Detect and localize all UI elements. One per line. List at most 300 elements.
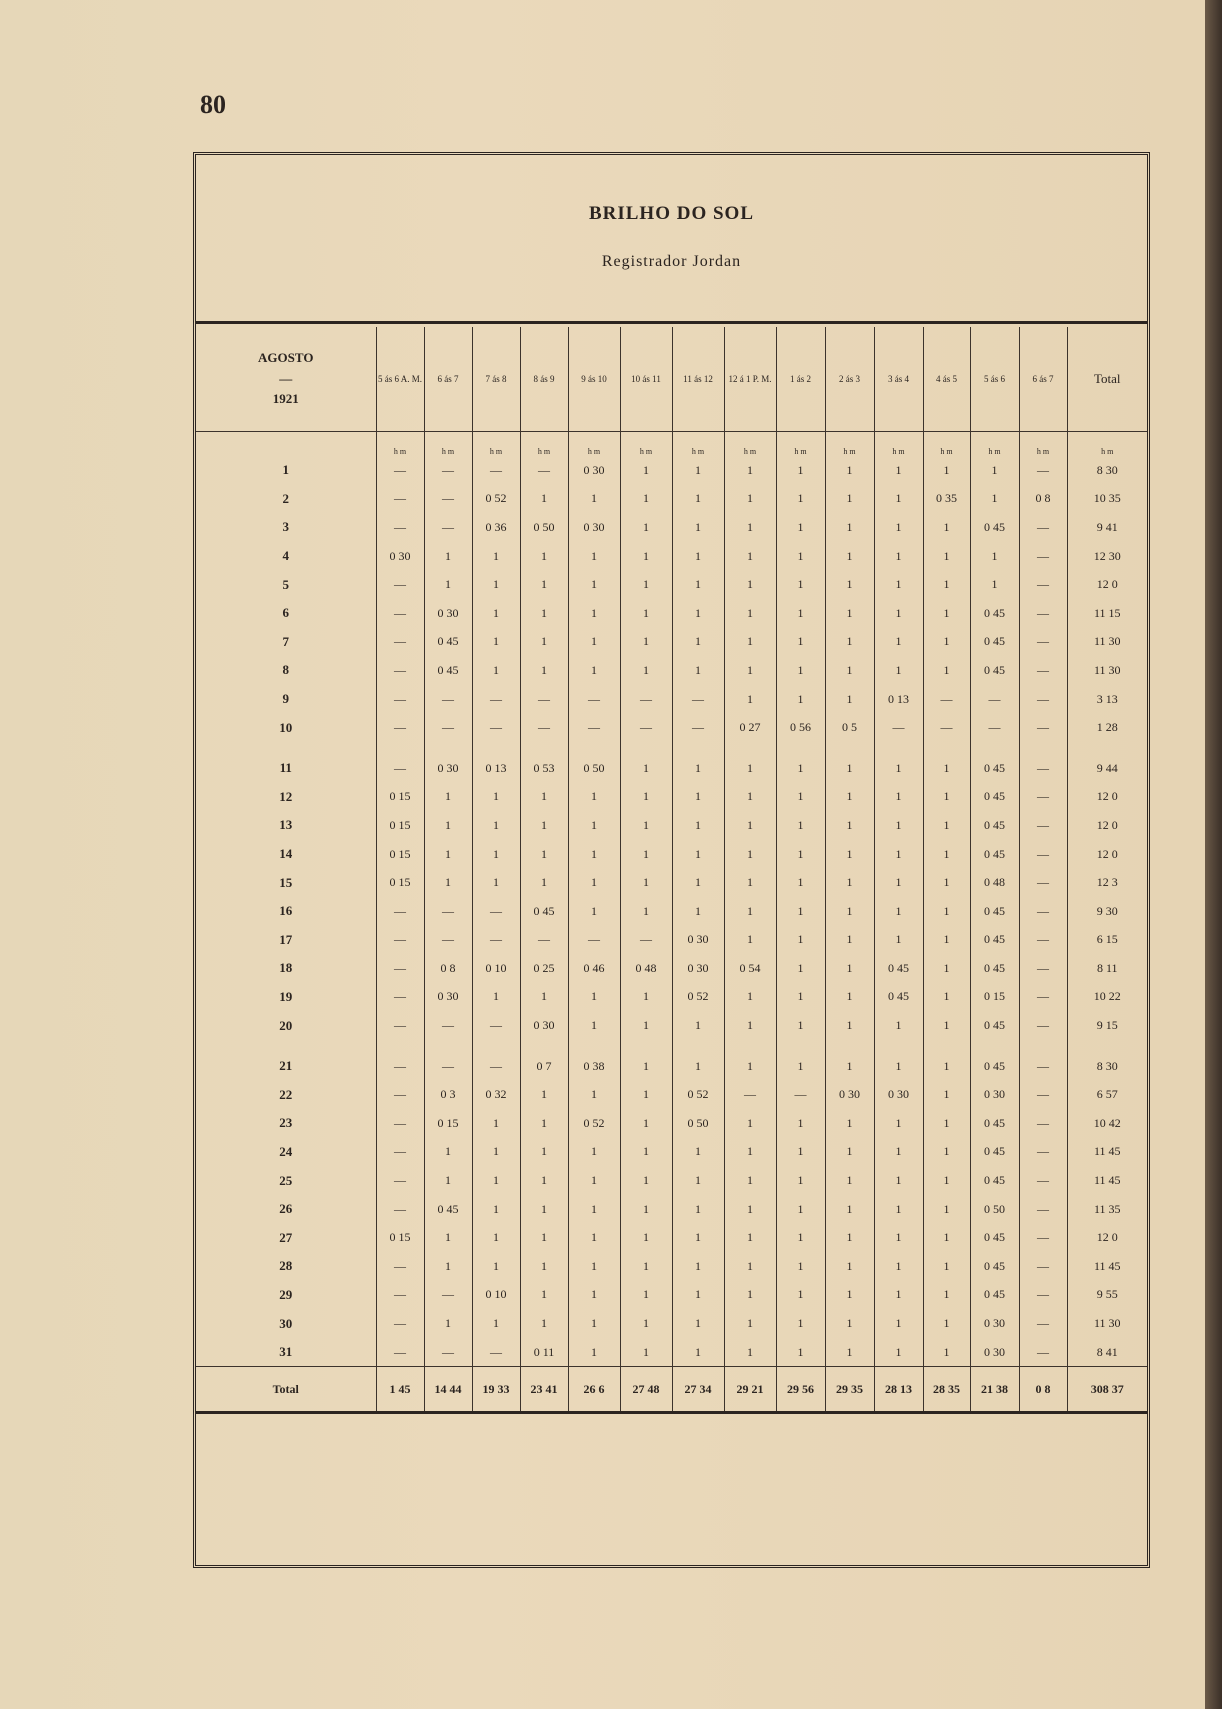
hour-cell: 1	[568, 1080, 620, 1109]
row-total-cell: 9 55	[1067, 1281, 1147, 1310]
row-total-cell: 12 30	[1067, 542, 1147, 571]
day-number: 27	[279, 1229, 293, 1245]
hour-cell: 1	[724, 1166, 776, 1195]
hour-cell: 1	[724, 1052, 776, 1081]
hour-cell: —	[1019, 926, 1067, 955]
gap-cell	[568, 742, 620, 754]
hour-cell: —	[472, 456, 520, 485]
hour-cell: 0 38	[568, 1052, 620, 1081]
gap-cell	[724, 742, 776, 754]
hour-cell: 1	[568, 840, 620, 869]
hour-cell: 0 45	[970, 1138, 1019, 1167]
hour-cell: 1	[874, 1338, 923, 1367]
hour-cell: 1	[620, 983, 672, 1012]
hour-cell: 1	[672, 656, 724, 685]
hour-cell: 1	[620, 1109, 672, 1138]
year-label: 1921	[272, 391, 299, 407]
hour-cell: 1	[724, 897, 776, 926]
hour-cell: 1	[472, 570, 520, 599]
hour-cell: 1	[568, 1281, 620, 1310]
hour-cell: 1	[568, 1138, 620, 1167]
hour-cell: —	[376, 570, 424, 599]
hour-cell: 1	[672, 1281, 724, 1310]
hour-cell: 1	[672, 1223, 724, 1252]
day-number: 11	[279, 760, 292, 776]
hour-cell: 1	[672, 783, 724, 812]
hour-cell: 1	[672, 1338, 724, 1367]
hour-cell: —	[376, 1109, 424, 1138]
hour-cell: 1	[776, 926, 825, 955]
hour-cell: 0 45	[424, 1195, 472, 1224]
col-header: 6 ás 7	[1019, 327, 1067, 432]
table-row	[196, 1138, 1147, 1167]
hour-cell: 0 45	[970, 656, 1019, 685]
hour-cell: 0 52	[672, 983, 724, 1012]
hour-cell: 1	[724, 628, 776, 657]
day-number: 4	[282, 548, 289, 564]
hour-cell: 1	[472, 840, 520, 869]
hour-cell: 1	[568, 811, 620, 840]
hour-cell: 1	[672, 1011, 724, 1040]
row-total-cell: 9 30	[1067, 897, 1147, 926]
hour-cell: —	[1019, 1052, 1067, 1081]
hour-cell: 1	[472, 1138, 520, 1167]
day-number: 16	[279, 903, 293, 919]
hour-cell: 1	[620, 599, 672, 628]
hour-cell: 1	[724, 570, 776, 599]
hour-cell: 1	[776, 840, 825, 869]
hour-cell: 0 25	[520, 954, 568, 983]
hour-cell: 1	[620, 1338, 672, 1367]
hour-cell: —	[376, 897, 424, 926]
table-row	[196, 811, 1147, 840]
table-row	[196, 656, 1147, 685]
hour-cell: 1	[923, 1252, 970, 1281]
hour-cell: 1	[620, 1080, 672, 1109]
hour-cell: 0 30	[970, 1080, 1019, 1109]
hour-cell: 1	[724, 840, 776, 869]
hour-cell: 0 30	[376, 542, 424, 571]
hour-cell: 1	[874, 542, 923, 571]
hour-cell: 1	[424, 868, 472, 897]
hour-cell: —	[1019, 685, 1067, 714]
col-header: 7 ás 8	[472, 327, 520, 432]
gap-cell	[776, 742, 825, 754]
day-number: 13	[279, 817, 293, 833]
hour-cell: 1	[776, 628, 825, 657]
hour-cell: —	[472, 897, 520, 926]
column-total-cell: 29 35	[825, 1367, 874, 1413]
hour-cell: —	[376, 1138, 424, 1167]
month-dash: —	[279, 370, 293, 386]
gap-cell	[776, 1040, 825, 1052]
unit-label: h m	[970, 432, 1019, 457]
hour-cell: 1	[923, 1080, 970, 1109]
row-total-cell: 8 30	[1067, 456, 1147, 485]
hour-cell: —	[424, 485, 472, 514]
hour-cell: 1	[724, 1252, 776, 1281]
hour-cell: —	[424, 1281, 472, 1310]
hour-cell: 1	[472, 656, 520, 685]
hour-cell: —	[970, 713, 1019, 742]
hour-cell: —	[1019, 542, 1067, 571]
day-number: 12	[279, 788, 293, 804]
hour-cell: 0 15	[970, 983, 1019, 1012]
hour-cell: 1	[825, 685, 874, 714]
hour-cell: 1	[520, 1309, 568, 1338]
hour-cell: 1	[923, 1195, 970, 1224]
hour-cell: 1	[874, 1223, 923, 1252]
hour-cell: —	[1019, 983, 1067, 1012]
hour-cell: 1	[825, 754, 874, 783]
hour-cell: —	[1019, 840, 1067, 869]
hour-cell: —	[424, 1011, 472, 1040]
hour-cell: 1	[776, 868, 825, 897]
hour-cell: 1	[825, 1281, 874, 1310]
hour-cell: 0 30	[672, 954, 724, 983]
hour-cell: 1	[874, 1195, 923, 1224]
unit-label: h m	[724, 432, 776, 457]
hour-cell: 1	[672, 570, 724, 599]
hour-cell: —	[376, 1166, 424, 1195]
hour-cell: 0 45	[520, 897, 568, 926]
day-number: 1	[282, 462, 289, 478]
column-total-cell: 27 34	[672, 1367, 724, 1413]
hour-cell: —	[376, 1080, 424, 1109]
hour-cell: 1	[874, 456, 923, 485]
hour-cell: 1	[923, 1223, 970, 1252]
hour-cell: 1	[724, 513, 776, 542]
hour-cell: —	[376, 1252, 424, 1281]
unit-label: h m	[776, 432, 825, 457]
hour-cell: 1	[568, 1309, 620, 1338]
hour-cell: 1	[568, 897, 620, 926]
hour-cell: —	[376, 1052, 424, 1081]
gap-cell	[472, 742, 520, 754]
day-number: 18	[279, 960, 293, 976]
day-number: 14	[279, 846, 293, 862]
hour-cell: —	[1019, 513, 1067, 542]
hour-cell: —	[1019, 628, 1067, 657]
hour-cell: 0 45	[970, 599, 1019, 628]
hour-cell: —	[472, 1011, 520, 1040]
hour-cell: —	[620, 685, 672, 714]
hour-cell: —	[1019, 811, 1067, 840]
hour-cell: 1	[923, 1281, 970, 1310]
table-row	[196, 1309, 1147, 1338]
hour-cell: 0 45	[970, 513, 1019, 542]
hour-cell: 1	[923, 1166, 970, 1195]
row-total-cell: 10 22	[1067, 983, 1147, 1012]
hour-cell: 0 45	[970, 628, 1019, 657]
hour-cell: 1	[923, 783, 970, 812]
column-total-cell: 23 41	[520, 1367, 568, 1413]
hour-cell: 1	[923, 868, 970, 897]
hour-cell: 0 45	[970, 1052, 1019, 1081]
hour-cell: 1	[923, 1138, 970, 1167]
hour-cell: 1	[472, 1252, 520, 1281]
hour-cell: 0 5	[825, 713, 874, 742]
hour-cell: 1	[923, 456, 970, 485]
hour-cell: 1	[620, 1011, 672, 1040]
hour-cell: 0 48	[620, 954, 672, 983]
hour-cell: 0 8	[424, 954, 472, 983]
group-gap	[196, 1040, 1147, 1052]
unit-label: h m	[1067, 432, 1147, 457]
row-total-cell: 11 45	[1067, 1166, 1147, 1195]
hour-cell: —	[970, 685, 1019, 714]
hour-cell: 1	[825, 983, 874, 1012]
hour-cell: —	[923, 713, 970, 742]
hour-cell: 1	[520, 599, 568, 628]
table-row	[196, 542, 1147, 571]
hour-cell: 1	[923, 983, 970, 1012]
hour-cell: 1	[620, 485, 672, 514]
hour-cell: 1	[724, 983, 776, 1012]
hour-cell: 1	[874, 897, 923, 926]
hour-cell: 1	[874, 485, 923, 514]
hour-cell: —	[520, 456, 568, 485]
gap-cell	[568, 1040, 620, 1052]
hour-cell: 1	[825, 1195, 874, 1224]
hour-cell: —	[1019, 1109, 1067, 1138]
hour-cell: —	[520, 685, 568, 714]
hour-cell: 1	[776, 897, 825, 926]
hour-cell: —	[1019, 754, 1067, 783]
col-header: 6 ás 7	[424, 327, 472, 432]
group-gap	[196, 742, 1147, 754]
hour-cell: 1	[520, 868, 568, 897]
col-header: 5 ás 6 A. M.	[376, 327, 424, 432]
hour-cell: 1	[825, 1011, 874, 1040]
hour-cell: 1	[568, 1011, 620, 1040]
hour-cell: —	[520, 713, 568, 742]
hour-cell: 1	[874, 783, 923, 812]
hour-cell: 1	[520, 628, 568, 657]
hour-cell: 1	[874, 1309, 923, 1338]
hour-cell: 1	[825, 926, 874, 955]
hour-cell: 0 30	[970, 1309, 1019, 1338]
hour-cell: 1	[724, 656, 776, 685]
hour-cell: —	[620, 926, 672, 955]
hour-cell: 1	[923, 897, 970, 926]
hour-cell: 1	[568, 656, 620, 685]
hour-cell: 1	[472, 542, 520, 571]
hour-cell: 1	[620, 456, 672, 485]
hour-cell: 1	[825, 542, 874, 571]
hour-cell: 1	[424, 783, 472, 812]
sunshine-table	[196, 327, 1147, 1414]
hour-cell: —	[1019, 783, 1067, 812]
col-header: 12 á 1 P. M.	[724, 327, 776, 432]
row-total-cell: 12 0	[1067, 1223, 1147, 1252]
hour-cell: 1	[568, 1166, 620, 1195]
column-total-cell: 29 21	[724, 1367, 776, 1413]
gap-cell	[196, 1040, 376, 1052]
gap-cell	[970, 1040, 1019, 1052]
day-number: 8	[282, 662, 289, 678]
hour-cell: 1	[520, 485, 568, 514]
hour-cell: 1	[776, 1138, 825, 1167]
hour-cell: 1	[923, 570, 970, 599]
hour-cell: 1	[672, 1166, 724, 1195]
month-header	[196, 327, 376, 432]
hour-cell: 1	[874, 570, 923, 599]
table-row	[196, 1166, 1147, 1195]
hour-cell: —	[424, 1338, 472, 1367]
gap-cell	[196, 742, 376, 754]
hour-cell: 1	[568, 628, 620, 657]
table-row	[196, 456, 1147, 485]
unit-label: h m	[472, 432, 520, 457]
hour-cell: 1	[724, 1338, 776, 1367]
hour-cell: 0 32	[472, 1080, 520, 1109]
hour-cell: —	[776, 1080, 825, 1109]
column-total-cell: 21 38	[970, 1367, 1019, 1413]
col-header: 10 ás 11	[620, 327, 672, 432]
hour-cell: 1	[874, 868, 923, 897]
hour-cell: —	[376, 485, 424, 514]
hour-cell: 1	[825, 485, 874, 514]
hour-cell: 1	[620, 1138, 672, 1167]
col-header: 8 ás 9	[520, 327, 568, 432]
hour-cell: 1	[672, 1195, 724, 1224]
hour-cell: 0 45	[970, 1223, 1019, 1252]
hour-cell: 1	[472, 1109, 520, 1138]
gap-cell	[376, 742, 424, 754]
hour-cell: 0 10	[472, 954, 520, 983]
hour-cell: —	[376, 1011, 424, 1040]
hour-cell: 1	[776, 983, 825, 1012]
hour-cell: 1	[874, 1166, 923, 1195]
column-total-cell: 28 13	[874, 1367, 923, 1413]
gap-cell	[620, 1040, 672, 1052]
hour-cell: 1	[424, 570, 472, 599]
hour-cell: 1	[776, 1011, 825, 1040]
col-header: 4 ás 5	[923, 327, 970, 432]
hour-cell: 1	[568, 1252, 620, 1281]
gap-cell	[672, 742, 724, 754]
hour-cell: 1	[520, 1252, 568, 1281]
hour-cell: 1	[620, 1195, 672, 1224]
col-header: 11 ás 12	[672, 327, 724, 432]
hour-cell: 0 11	[520, 1338, 568, 1367]
hour-cell: —	[424, 897, 472, 926]
table-row	[196, 1223, 1147, 1252]
row-total-cell: 10 42	[1067, 1109, 1147, 1138]
gap-cell	[825, 1040, 874, 1052]
hour-cell: 1	[825, 1138, 874, 1167]
hour-cell: 1	[520, 840, 568, 869]
hour-cell: 1	[620, 840, 672, 869]
row-total-cell: 12 0	[1067, 840, 1147, 869]
hour-cell: 1	[923, 513, 970, 542]
column-total-cell: 308 37	[1067, 1367, 1147, 1413]
hour-cell: —	[724, 1080, 776, 1109]
hour-cell: 1	[923, 754, 970, 783]
hour-cell: 0 45	[970, 897, 1019, 926]
hour-cell: 1	[672, 513, 724, 542]
gap-cell	[825, 742, 874, 754]
day-number: 26	[279, 1201, 293, 1217]
hour-cell: 1	[424, 1166, 472, 1195]
hour-cell: 1	[424, 1138, 472, 1167]
row-total-cell: 12 3	[1067, 868, 1147, 897]
row-total-cell: 6 57	[1067, 1080, 1147, 1109]
hour-cell: —	[1019, 456, 1067, 485]
hour-cell: 1	[672, 1052, 724, 1081]
hour-cell: 1	[724, 485, 776, 514]
hour-cell: 1	[620, 783, 672, 812]
hour-cell: 1	[923, 840, 970, 869]
hour-cell: 1	[620, 656, 672, 685]
hour-cell: 1	[724, 456, 776, 485]
hour-cell: 1	[825, 868, 874, 897]
hour-cell: 0 13	[874, 685, 923, 714]
hour-cell: —	[376, 713, 424, 742]
hour-cell: 1	[776, 513, 825, 542]
hour-cell: 0 30	[970, 1338, 1019, 1367]
hour-cell: 1	[776, 1052, 825, 1081]
hour-cell: 1	[724, 1281, 776, 1310]
hour-cell: 1	[724, 1195, 776, 1224]
hour-cell: 1	[874, 1281, 923, 1310]
hour-cell: —	[376, 456, 424, 485]
hour-cell: 1	[970, 570, 1019, 599]
hour-cell: 0 52	[472, 485, 520, 514]
unit-label: h m	[672, 432, 724, 457]
hour-cell: 1	[724, 926, 776, 955]
day-number: 31	[279, 1344, 293, 1360]
hour-cell: 1	[620, 897, 672, 926]
hour-cell: 0 15	[376, 811, 424, 840]
hour-cell: 1	[672, 868, 724, 897]
table-row	[196, 1109, 1147, 1138]
hour-cell: 0 45	[970, 1109, 1019, 1138]
hour-cell: —	[1019, 1338, 1067, 1367]
day-number: 21	[279, 1058, 293, 1074]
hour-cell: 0 15	[376, 1223, 424, 1252]
hour-cell: 1	[472, 1166, 520, 1195]
hour-cell: 1	[472, 599, 520, 628]
hour-cell: 1	[825, 1166, 874, 1195]
hour-cell: 1	[472, 783, 520, 812]
hour-cell: 1	[568, 1223, 620, 1252]
hour-cell: —	[1019, 656, 1067, 685]
hour-cell: 1	[672, 1138, 724, 1167]
hour-cell: —	[424, 685, 472, 714]
hour-cell: 1	[520, 656, 568, 685]
hour-cell: 1	[724, 599, 776, 628]
column-total-cell: 1 45	[376, 1367, 424, 1413]
unit-label: h m	[1019, 432, 1067, 457]
hour-cell: —	[424, 513, 472, 542]
table-row	[196, 1080, 1147, 1109]
hour-cell: —	[1019, 713, 1067, 742]
hour-cell: —	[472, 1338, 520, 1367]
hour-cell: 0 30	[424, 754, 472, 783]
hour-cell: 1	[776, 1338, 825, 1367]
hour-cell: 1	[874, 811, 923, 840]
hour-cell: —	[1019, 954, 1067, 983]
hour-cell: 1	[776, 456, 825, 485]
hour-cell: 1	[724, 1138, 776, 1167]
day-number: 7	[282, 633, 289, 649]
blank-footer-area	[196, 1457, 1147, 1565]
hour-cell: 0 45	[970, 954, 1019, 983]
header-row	[196, 327, 1147, 432]
hour-cell: 0 52	[672, 1080, 724, 1109]
